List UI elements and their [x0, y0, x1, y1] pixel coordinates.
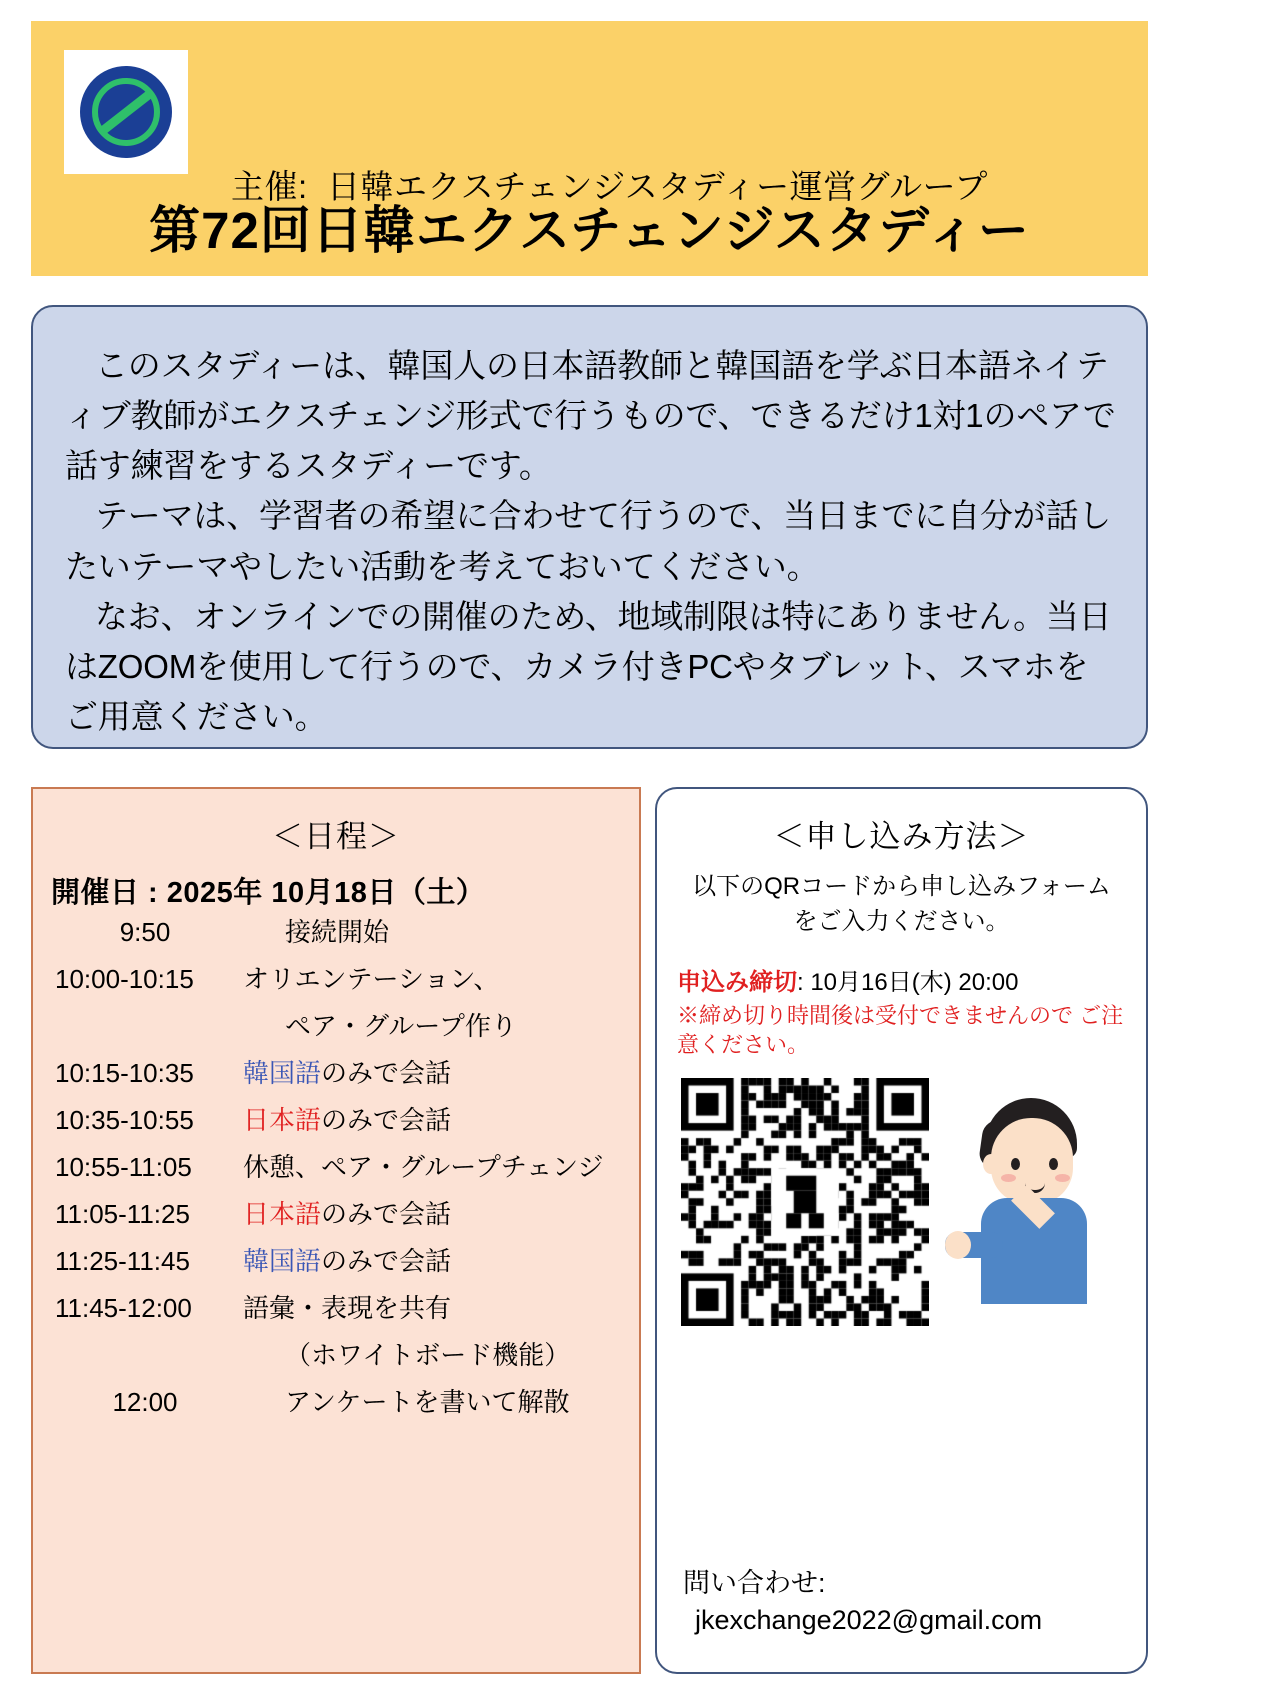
- schedule-time: 10:15-10:35: [55, 1058, 194, 1088]
- application-form-qr-code[interactable]: [681, 1078, 929, 1326]
- application-heading: ＜申し込み方法＞: [773, 819, 1030, 854]
- schedule-list: [47, 919, 625, 1415]
- description-paragraph-3: なお、オンラインでの開催のため、地域制限は特にありません。当日はZOOMを使用して行うので、カメラ付きPCやタブレット、スマホをご用意ください。: [65, 597, 1112, 736]
- schedule-time: 9:50: [119, 917, 171, 947]
- schedule-language-tag: 韓国語: [243, 1246, 322, 1276]
- schedule-time: 11:25-11:45: [55, 1246, 190, 1276]
- schedule-time: 11:05-11:25: [55, 1199, 190, 1229]
- schedule-activity: アンケートを書いて解散: [285, 1387, 570, 1417]
- deadline-note: ※締め切り時間後は受付できませんので ご注意ください。: [677, 1002, 1124, 1058]
- schedule-time: 10:35-10:55: [55, 1105, 194, 1135]
- contact-email[interactable]: jkexchange2022@gmail.com: [695, 1604, 1043, 1635]
- description-paragraph-1: このスタディーは、韓国人の日本語教師と韓国語を学ぶ日本語ネイティブ教師がエクスチェンジ形式で行うもので、できるだけ1対1のペアで話す練習をするスタディーです。: [65, 347, 1116, 485]
- header-banner: [31, 21, 1148, 276]
- organization-logo: [64, 50, 188, 174]
- host-line-primary: 主催: 日韓エクスチェンジスタディー運営グループ: [231, 167, 988, 205]
- schedule-language-tag: 韓国語: [243, 1058, 322, 1088]
- schedule-activity: ペア・グループ作り: [285, 1011, 517, 1041]
- schedule-activity: 韓国語のみで会話: [243, 1058, 452, 1088]
- schedule-time: 12:00: [112, 1387, 178, 1417]
- schedule-row: [47, 1342, 625, 1368]
- page-title: 第72回日韓エクスチェンジスタディー: [149, 202, 1030, 259]
- deadline-label: 申込み締切: [677, 968, 797, 996]
- schedule-time: 11:45-12:00: [55, 1293, 192, 1323]
- description-paragraph-2: テーマは、学習者の希望に合わせて行うので、当日までに自分が話したいテーマやしたい活動を考えておいてください。: [65, 497, 1112, 585]
- application-subtitle: 以下のQRコードから申し込みフォームをご入力ください。: [692, 873, 1111, 935]
- schedule-time: 10:55-11:05: [55, 1152, 192, 1182]
- illustration-person: [945, 1092, 1121, 1304]
- application-deadline: [677, 962, 1128, 997]
- schedule-activity: オリエンテーション、: [243, 964, 500, 994]
- schedule-heading: ＜日程＞: [272, 819, 400, 854]
- schedule-row: [47, 1013, 625, 1039]
- schedule-row: [47, 1107, 625, 1133]
- application-panel: [655, 787, 1148, 1674]
- schedule-time: 10:00-10:15: [55, 964, 194, 994]
- event-date: 開催日 : 2025年 10月18日（土）: [51, 877, 486, 909]
- deadline-value: : 10月16日(木) 20:00: [797, 968, 1019, 996]
- schedule-activity: 日本語のみで会話: [243, 1199, 452, 1229]
- schedule-activity: （ホワイトボード機能）: [285, 1340, 571, 1370]
- schedule-activity: 韓国語のみで会話: [243, 1246, 452, 1276]
- schedule-activity: 日本語のみで会話: [243, 1105, 452, 1135]
- schedule-row: [47, 1154, 625, 1180]
- schedule-row: [47, 1060, 625, 1086]
- schedule-activity: 語彙・表現を共有: [243, 1293, 452, 1323]
- schedule-row: [47, 919, 625, 945]
- qr-and-illustration: [681, 1078, 1128, 1326]
- schedule-row: [47, 1201, 625, 1227]
- schedule-time: [47, 1013, 243, 1039]
- contact-block: [683, 1565, 1042, 1638]
- schedule-time: [47, 1342, 243, 1368]
- schedule-activity: 接続開始: [285, 917, 390, 947]
- schedule-row: [47, 1248, 625, 1274]
- schedule-row: [47, 966, 625, 992]
- schedule-language-tag: 日本語: [243, 1199, 322, 1229]
- contact-label: 問い合わせ:: [683, 1568, 826, 1599]
- schedule-row: [47, 1295, 625, 1321]
- schedule-row: [47, 1389, 625, 1415]
- schedule-panel: [31, 787, 641, 1674]
- schedule-activity: 休憩、ペア・グループチェンジ: [243, 1152, 604, 1182]
- description-panel: [31, 305, 1148, 749]
- schedule-language-tag: 日本語: [243, 1105, 322, 1135]
